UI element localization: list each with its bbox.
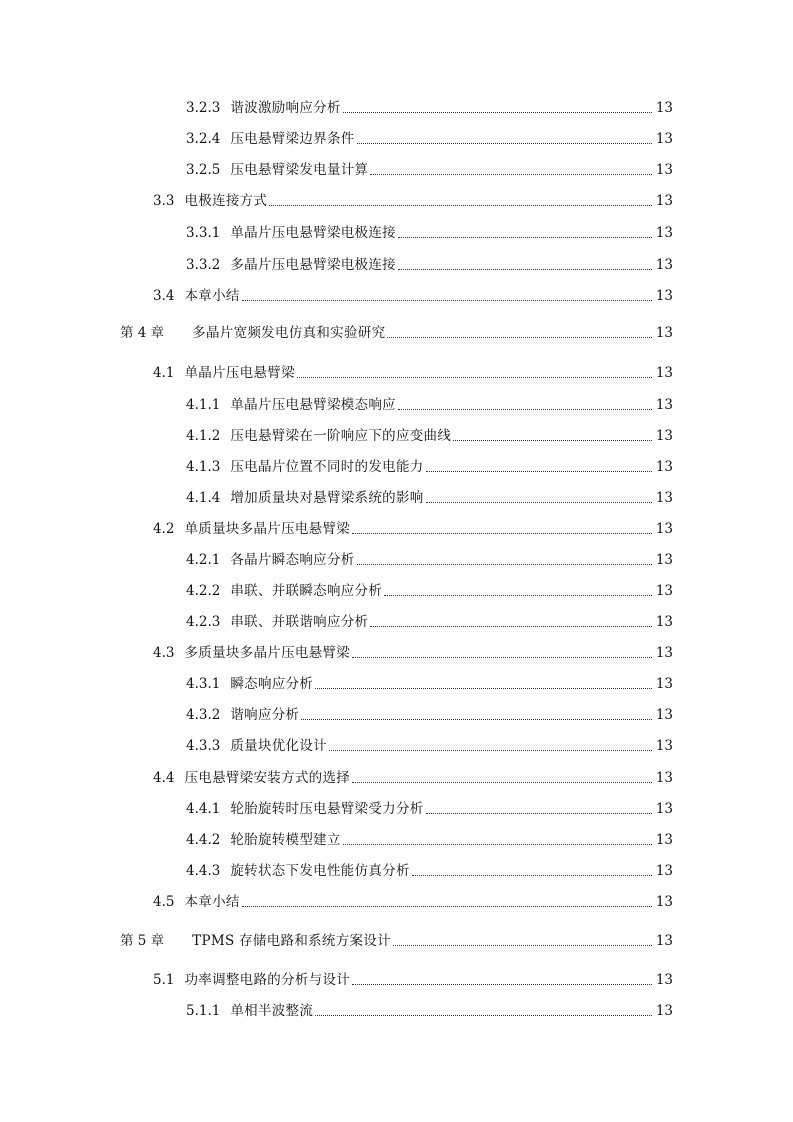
dot-leader [426,471,652,472]
section-title: 轮胎旋转时压电悬臂梁受力分析 [230,801,424,817]
toc-entry-4-1-2 [186,424,673,446]
dot-leader [398,269,652,270]
page-number: 13 [655,162,673,178]
dot-leader [412,875,652,876]
page-number: 13 [655,933,673,949]
section-number: 4.2.2 [186,583,221,599]
page-number: 13 [655,397,673,413]
section-number: 4.4.1 [186,801,221,817]
page-number: 13 [655,801,673,817]
dot-leader [393,945,652,946]
section-title: 各晶片瞬态响应分析 [230,552,355,568]
toc-entry-4-3 [153,641,673,663]
section-number: 4.2 [153,521,175,537]
toc-entry-4-4-2 [186,828,673,850]
page-number: 13 [655,490,673,506]
section-number: 5.1 [153,972,175,988]
section-title: 旋转状态下发电性能仿真分析 [230,863,410,879]
page-number: 13 [655,770,673,786]
toc-chapter-4 [120,321,673,343]
section-number: 3.2.3 [186,100,221,116]
section-title: 轮胎旋转模型建立 [230,832,341,848]
dot-leader [370,626,651,627]
section-title: 谐波激励响应分析 [230,100,341,116]
toc-entry-4-1-4 [186,486,673,508]
toc-chapter-5 [120,929,673,951]
section-title: 单质量块多晶片压电悬臂梁 [184,521,351,537]
toc-entry-4-2-3 [186,610,673,632]
section-title: 单相半波整流 [230,1003,314,1019]
page-number: 13 [655,225,673,241]
dot-leader [301,719,651,720]
page-number: 13 [655,894,673,910]
page-number: 13 [655,972,673,988]
page-number: 13 [655,645,673,661]
toc-entry-4-4-1 [186,797,673,819]
toc-entry-3-3-1 [186,221,673,243]
toc-entry-4-2-2 [186,579,673,601]
section-number: 4.1.2 [186,428,221,444]
section-number: 4.3.3 [186,738,221,754]
section-title: 多晶片压电悬臂梁电极连接 [230,257,396,273]
section-title: 多质量块多晶片压电悬臂梁 [184,645,351,661]
page-number: 13 [655,100,673,116]
page-number: 13 [655,676,673,692]
section-title: 串联、并联谐响应分析 [230,614,369,630]
toc-entry-3-2-3 [186,96,673,118]
page-number: 13 [655,832,673,848]
dot-leader [426,813,652,814]
section-number: 3.3.1 [186,225,221,241]
section-number: 3.3 [153,193,175,209]
section-number: 4.1.1 [186,397,221,413]
toc-entry-3-2-5 [186,158,673,180]
toc-entry-4-3-3 [186,734,673,756]
dot-leader [398,409,652,410]
toc-entry-4-3-2 [186,703,673,725]
page-number: 13 [655,1003,673,1019]
section-title: 本章小结 [184,288,240,304]
toc-entry-3-3 [153,189,673,211]
dot-leader [315,688,652,689]
dot-leader [387,337,651,338]
dot-leader [352,533,652,534]
page-number: 13 [655,257,673,273]
dot-leader [242,906,652,907]
section-title: 压电晶片位置不同时的发电能力 [230,459,424,475]
section-number: 3.2.5 [186,162,221,178]
toc-entry-5-1-1 [186,999,673,1021]
section-title: 质量块优化设计 [230,738,327,754]
section-title: 本章小结 [184,894,240,910]
dot-leader [329,750,652,751]
toc-entry-4-1-1 [186,393,673,415]
section-title: 串联、并联瞬态响应分析 [230,583,383,599]
section-number: 4.4.3 [186,863,221,879]
dot-leader [269,205,652,206]
chapter-number: 第 5 章 [120,933,165,949]
toc-entry-4-2-1 [186,548,673,570]
dot-leader [352,984,652,985]
toc-entry-4-4-3 [186,859,673,881]
page-number: 13 [655,131,673,147]
toc-entry-4-2 [153,517,673,539]
page-number: 13 [655,193,673,209]
toc-entry-3-4 [153,284,673,306]
section-title: 压电悬臂梁发电量计算 [230,162,369,178]
section-number: 4.4.2 [186,832,221,848]
dot-leader [357,564,652,565]
section-number: 4.5 [153,894,175,910]
section-title: 压电悬臂梁边界条件 [230,131,355,147]
dot-leader [343,844,652,845]
chapter-title: 多晶片宽频发电仿真和实验研究 [192,325,386,341]
dot-leader [370,174,651,175]
page-number: 13 [655,365,673,381]
section-title: 增加质量块对悬臂梁系统的影响 [230,490,424,506]
section-title: 单晶片压电悬臂梁模态响应 [230,397,396,413]
dot-leader [352,657,652,658]
section-number: 4.3 [153,645,175,661]
page-number: 13 [655,521,673,537]
section-title: 功率调整电路的分析与设计 [184,972,351,988]
page-number: 13 [655,288,673,304]
section-title: 单晶片压电悬臂梁电极连接 [230,225,396,241]
toc-entry-5-1 [153,968,673,990]
chapter-title: TPMS 存储电路和系统方案设计 [192,933,391,949]
section-number: 4.4 [153,770,175,786]
page-number: 13 [655,863,673,879]
section-number: 4.1.4 [186,490,221,506]
section-title: 电极连接方式 [184,193,268,209]
toc-entry-3-2-4 [186,127,673,149]
dot-leader [315,1015,652,1016]
dot-leader [398,237,652,238]
section-number: 3.4 [153,288,175,304]
section-number: 4.2.3 [186,614,221,630]
page-number: 13 [655,583,673,599]
toc-entry-4-1-3 [186,455,673,477]
section-number: 4.2.1 [186,552,221,568]
dot-leader [343,112,652,113]
chapter-number: 第 4 章 [120,325,165,341]
toc-entry-4-3-1 [186,672,673,694]
section-title: 压电悬臂梁安装方式的选择 [184,770,351,786]
section-number: 5.1.1 [186,1003,221,1019]
page-number: 13 [655,738,673,754]
page-number: 13 [655,428,673,444]
section-number: 4.1.3 [186,459,221,475]
toc-entry-4-1 [153,361,673,383]
dot-leader [242,300,652,301]
page-number: 13 [655,459,673,475]
page-number: 13 [655,325,673,341]
section-number: 4.3.2 [186,707,221,723]
dot-leader [297,377,652,378]
dot-leader [357,143,652,144]
dot-leader [352,782,652,783]
section-number: 3.3.2 [186,257,221,273]
section-number: 4.1 [153,365,175,381]
section-title: 单晶片压电悬臂梁 [184,365,295,381]
toc-entry-4-4 [153,766,673,788]
toc-entry-3-3-2 [186,253,673,275]
dot-leader [384,595,652,596]
section-title: 压电悬臂梁在一阶响应下的应变曲线 [230,428,452,444]
dot-leader [426,502,652,503]
dot-leader [453,440,652,441]
page-number: 13 [655,552,673,568]
toc-entry-4-5 [153,890,673,912]
page-number: 13 [655,614,673,630]
section-number: 4.3.1 [186,676,221,692]
page-number: 13 [655,707,673,723]
section-number: 3.2.4 [186,131,221,147]
section-title: 瞬态响应分析 [230,676,314,692]
section-title: 谐响应分析 [230,707,300,723]
